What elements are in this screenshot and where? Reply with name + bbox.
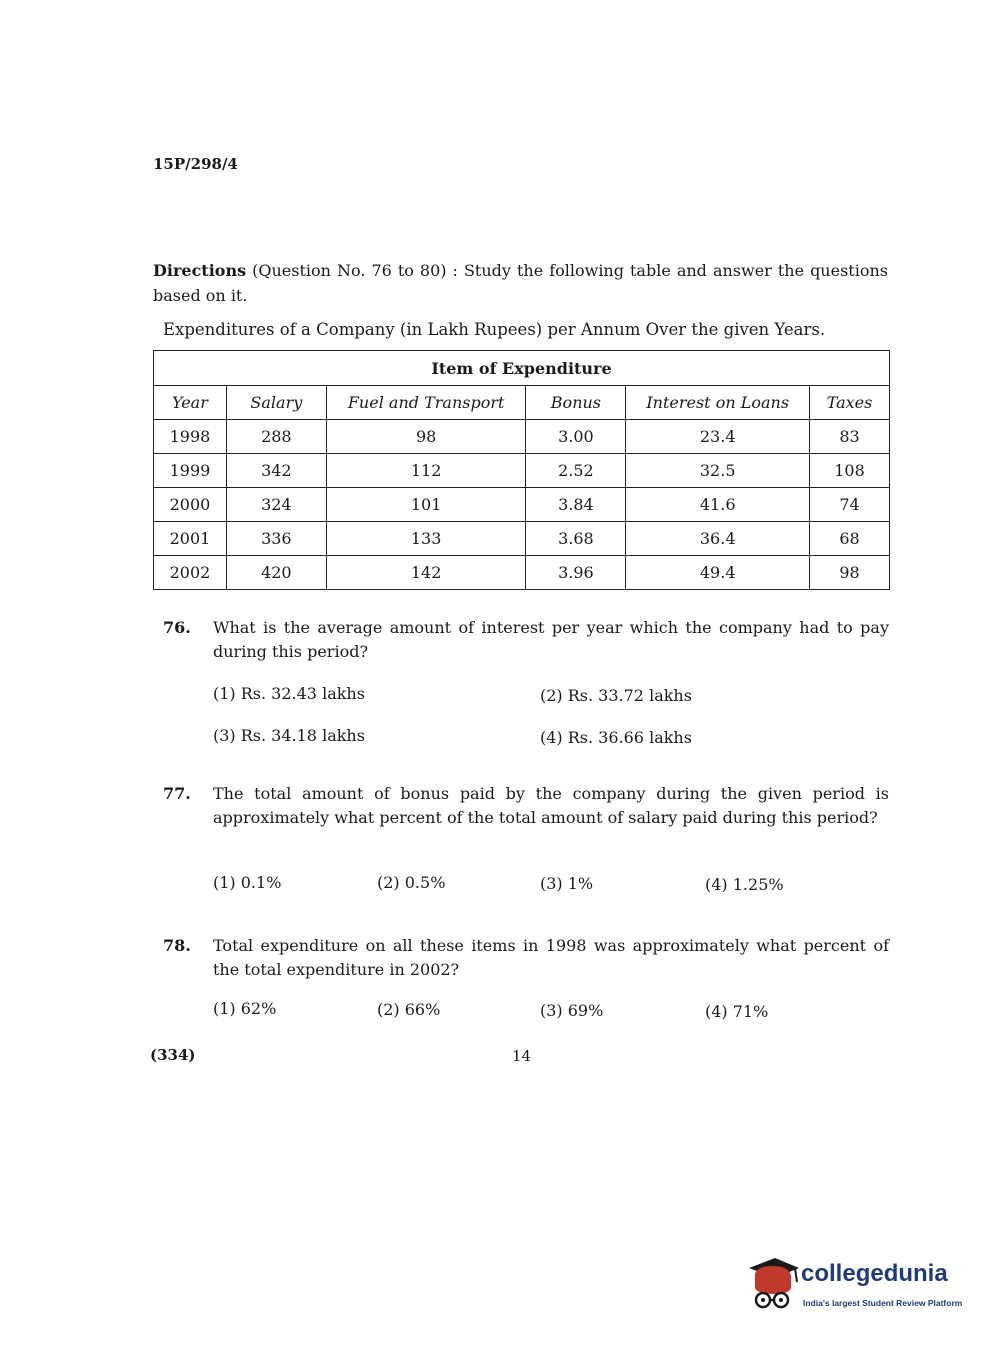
table-cell: 83 xyxy=(810,420,890,454)
table-cell: 49.4 xyxy=(626,556,810,590)
question-text: What is the average amount of interest per year which the company had to pay during this period? xyxy=(213,618,889,661)
table-cell: 3.00 xyxy=(526,420,626,454)
option-77-1: (1) 0.1% xyxy=(213,873,282,892)
table-cell: 288 xyxy=(226,420,326,454)
collegedunia-logo[interactable] xyxy=(745,1254,975,1314)
table-row xyxy=(154,522,890,556)
table-cell: 68 xyxy=(810,522,890,556)
table-cell: 112 xyxy=(326,454,526,488)
expenditure-table xyxy=(153,350,890,590)
table-cell: 1999 xyxy=(154,454,227,488)
option-76-3: (3) Rs. 34.18 lakhs xyxy=(213,726,365,745)
table-cell: 2.52 xyxy=(526,454,626,488)
table-cell: 32.5 xyxy=(626,454,810,488)
logo-name: collegedunia xyxy=(801,1260,948,1287)
option-76-1: (1) Rs. 32.43 lakhs xyxy=(213,684,365,703)
question-76 xyxy=(163,616,889,664)
table-cell: 36.4 xyxy=(626,522,810,556)
group-header: Item of Expenditure xyxy=(154,351,890,386)
footer-code: (334) xyxy=(150,1046,196,1064)
directions-label: Directions xyxy=(153,261,247,280)
column-header: Fuel and Transport xyxy=(326,386,526,420)
question-number: 78. xyxy=(163,936,191,955)
table-cell: 133 xyxy=(326,522,526,556)
directions xyxy=(153,258,888,308)
question-number: 77. xyxy=(163,784,191,803)
option-76-2: (2) Rs. 33.72 lakhs xyxy=(540,686,692,705)
option-78-3: (3) 69% xyxy=(540,1001,604,1020)
table-cell: 342 xyxy=(226,454,326,488)
column-header: Taxes xyxy=(810,386,890,420)
table-row xyxy=(154,420,890,454)
column-header: Bonus xyxy=(526,386,626,420)
option-78-2: (2) 66% xyxy=(377,1000,441,1019)
table-cell: 74 xyxy=(810,488,890,522)
question-text: Total expenditure on all these items in 1998 was approximately what percent of the total expenditure in 2002? xyxy=(213,936,889,979)
table-cell: 324 xyxy=(226,488,326,522)
question-number: 76. xyxy=(163,618,191,637)
table-cell: 142 xyxy=(326,556,526,590)
table-cell: 41.6 xyxy=(626,488,810,522)
option-78-1: (1) 62% xyxy=(213,999,277,1018)
column-header: Year xyxy=(154,386,227,420)
table-cell: 2002 xyxy=(154,556,227,590)
option-77-4: (4) 1.25% xyxy=(705,875,784,894)
directions-text: (Question No. 76 to 80) : Study the following table and answer the questions based on it. xyxy=(153,261,888,305)
table-cell: 2000 xyxy=(154,488,227,522)
table-cell: 23.4 xyxy=(626,420,810,454)
question-77 xyxy=(163,782,889,830)
table-cell: 3.96 xyxy=(526,556,626,590)
table-cell: 101 xyxy=(326,488,526,522)
table-cell: 2001 xyxy=(154,522,227,556)
column-header: Interest on Loans xyxy=(626,386,810,420)
table-caption: Expenditures of a Company (in Lakh Rupees) per Annum Over the given Years. xyxy=(163,320,826,339)
question-78 xyxy=(163,934,889,982)
table-row xyxy=(154,556,890,590)
table-cell: 3.68 xyxy=(526,522,626,556)
logo-tagline: India's largest Student Review Platform xyxy=(803,1298,963,1308)
table-cell: 3.84 xyxy=(526,488,626,522)
table-cell: 98 xyxy=(326,420,526,454)
option-78-4: (4) 71% xyxy=(705,1002,769,1021)
mascot-icon xyxy=(745,1254,801,1312)
question-text: The total amount of bonus paid by the company during the given period is approximately what percent of the total amount of salary paid during this period? xyxy=(213,784,889,827)
table-cell: 336 xyxy=(226,522,326,556)
column-header: Salary xyxy=(226,386,326,420)
table-cell: 1998 xyxy=(154,420,227,454)
option-77-2: (2) 0.5% xyxy=(377,873,446,892)
option-77-3: (3) 1% xyxy=(540,874,594,893)
table-cell: 108 xyxy=(810,454,890,488)
option-76-4: (4) Rs. 36.66 lakhs xyxy=(540,728,692,747)
page-number: 14 xyxy=(512,1047,532,1065)
table-row xyxy=(154,454,890,488)
table-row xyxy=(154,488,890,522)
paper-code: 15P/298/4 xyxy=(153,155,238,173)
table-cell: 420 xyxy=(226,556,326,590)
table-cell: 98 xyxy=(810,556,890,590)
